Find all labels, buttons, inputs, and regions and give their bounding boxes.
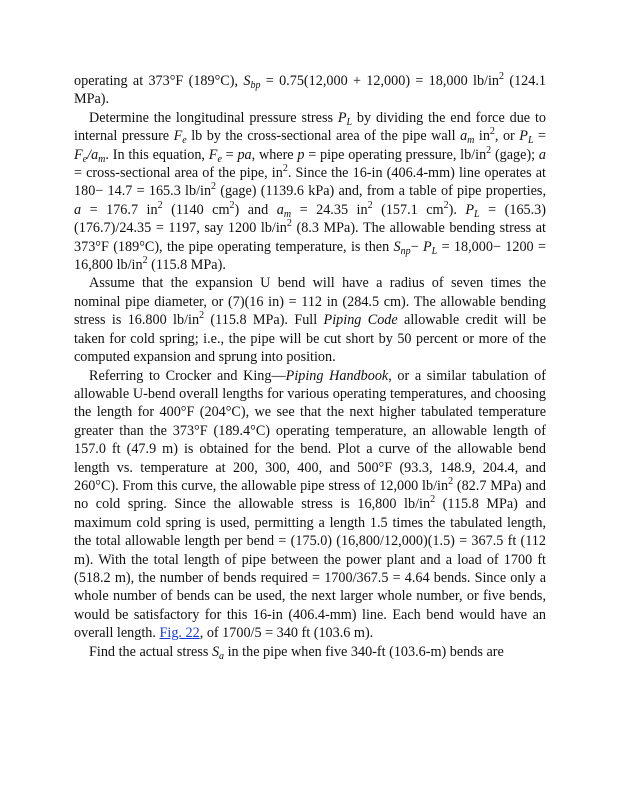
italic-text: S bbox=[243, 73, 251, 89]
superscript: 2 bbox=[282, 163, 288, 175]
subscript: bp bbox=[250, 80, 261, 91]
superscript: 2 bbox=[157, 199, 163, 211]
text-run: Assume that the expansion U bend will have a radius of seven times the nominal pipe diameter, or (7)(16 in) = 112 in (284.5 cm). The allowable bending stress is 16.800 lb/in bbox=[74, 275, 546, 329]
subscript: m bbox=[98, 153, 106, 165]
italic-text: P bbox=[465, 201, 475, 218]
text-run: = (165.3)(176.7)/24.35 = 1197, say 1200 lb/in bbox=[74, 201, 547, 237]
text-run: = pipe operating pressure, lb/in bbox=[304, 146, 487, 163]
text-run: lb by the cross-sectional area of the pipe wall bbox=[186, 128, 461, 145]
text-run: Referring to Crocker and King— bbox=[89, 367, 286, 384]
text-run: (1140 cm bbox=[162, 201, 230, 218]
superscript: 2 bbox=[142, 255, 148, 267]
superscript: 2 bbox=[430, 494, 436, 506]
text-run: ) and bbox=[234, 201, 277, 218]
superscript: 2 bbox=[499, 71, 505, 82]
text-run: . In this equation, bbox=[105, 146, 209, 163]
superscript: 2 bbox=[229, 199, 235, 211]
subscript: a bbox=[219, 650, 225, 662]
text-run: = 18,000− 1200 = 16,800 lb/in bbox=[74, 238, 546, 274]
subscript: m bbox=[467, 135, 475, 147]
text-run: = bbox=[533, 128, 546, 145]
italic-text: F bbox=[208, 146, 218, 163]
text-run: in bbox=[474, 128, 490, 145]
text-run: (8.3 MPa). The allowable bending stress at 373°F (189°C), the pipe operating temperature, is then bbox=[74, 220, 546, 255]
text-run: − bbox=[410, 238, 423, 255]
subscript: L bbox=[431, 245, 438, 257]
italic-text: pa bbox=[237, 146, 252, 163]
italic-text: p bbox=[297, 146, 305, 163]
text-run: Determine the longitudinal pressure stress bbox=[89, 109, 338, 126]
text-run: (115.8 MPa) and maximum cold spring is used, permitting a length 1.5 times the tabulated length, the total allowable length per bend = (175.0) (16,800/12,000)(1.5) = 367.5 ft (112 m). With the total length of pipe between the power plant and a load of 1700 ft (518.2 m), the number of bends required = 1700/367.5 = 4.64 bends. Since only a whole number of bends can be used, the next larger whole number, or five bends, would be satisfactory for this 16-in (406.4-mm) line. Each bend would have an overall length. bbox=[74, 496, 546, 642]
text-run: = bbox=[221, 146, 238, 163]
text-run: allowable credit will be taken for cold spring; i.e., the pipe will be cut short by 50 percent or more of the computed expansion and sprung into position. bbox=[74, 312, 546, 366]
subscript: m bbox=[283, 208, 292, 220]
superscript: 2 bbox=[367, 199, 373, 211]
paragraph bbox=[74, 109, 546, 275]
text-run: (gage); bbox=[491, 146, 539, 163]
italic-text: P bbox=[337, 109, 347, 126]
text-run: = 0.75(12,000 + 12,000) = 18,000 lb/in bbox=[260, 73, 500, 89]
text-run: (115.8 MPa). bbox=[147, 257, 226, 274]
text-run: , of 1700/5 = 340 ft (103.6 m). bbox=[199, 625, 374, 642]
text-run: = 24.35 in bbox=[291, 201, 368, 218]
superscript: 2 bbox=[286, 218, 292, 230]
subscript: e bbox=[217, 153, 222, 165]
superscript: 2 bbox=[199, 310, 205, 322]
italic-text: Piping Code bbox=[323, 312, 398, 329]
italic-text: P bbox=[422, 238, 432, 255]
text-run: (157.1 cm bbox=[372, 201, 444, 218]
text-run: . Since the 16-in (406.4-mm) line operates at 180− 14.7 = 165.3 lb/in bbox=[74, 165, 546, 200]
superscript: 2 bbox=[489, 126, 495, 138]
italic-text: F bbox=[173, 128, 183, 145]
paragraph bbox=[74, 643, 546, 661]
paragraph bbox=[74, 274, 546, 366]
text-run: (115.8 MPa). Full bbox=[204, 312, 324, 329]
subscript: L bbox=[474, 208, 480, 220]
superscript: 2 bbox=[443, 199, 449, 211]
subscript: L bbox=[527, 135, 534, 147]
paragraph bbox=[74, 72, 546, 109]
text-run: , or a similar tabulation of allowable U-bend overall lengths for various operating temperatures, and choosing the length for 400°F (204°C), we see that the next higher tabulated temperature greater than the 373°F (189.4°C) operating temperature, an allowable length of 157.0 ft (47.9 m) is obtained for the bend. Plot a curve of the allowable bend length vs. temperature at 200, 300, 400, and 500°F (93.3, 148.9, 204.4, and 260°C). From this curve, the allowable pipe stress of 12,000 lb/in bbox=[74, 367, 547, 494]
italic-text: a bbox=[74, 201, 82, 218]
text-run: in the pipe when five 340-ft (103.6-m) bends are bbox=[224, 643, 504, 660]
subscript: e bbox=[82, 153, 88, 165]
text-run: operating at 373°F (189°C), bbox=[74, 73, 244, 89]
superscript: 2 bbox=[486, 144, 492, 156]
paragraph bbox=[74, 367, 546, 643]
text-run: Find the actual stress bbox=[89, 643, 212, 660]
italic-text: /a bbox=[87, 146, 99, 163]
text-run: , or bbox=[494, 128, 520, 145]
italic-text: a bbox=[276, 201, 284, 218]
text-run: (gage) (1139.6 kPa) and, from a table of pipe properties, bbox=[216, 183, 546, 200]
italic-text: a bbox=[538, 146, 546, 163]
text-run: by dividing the end force due to internal pressure bbox=[74, 109, 546, 145]
italic-text: S bbox=[211, 643, 220, 660]
italic-text: S bbox=[393, 238, 401, 255]
subscript: e bbox=[182, 135, 187, 147]
italic-text: Piping Handbook bbox=[285, 367, 389, 384]
italic-text: F bbox=[74, 146, 83, 163]
text-run: = 176.7 in bbox=[81, 201, 158, 218]
document-page bbox=[74, 72, 546, 661]
text-run: , where bbox=[251, 146, 298, 163]
superscript: 2 bbox=[211, 181, 217, 193]
italic-text: P bbox=[519, 128, 528, 145]
text-run: (82.7 MPa) and no cold spring. Since the allowable stress is 16,800 lb/in bbox=[74, 477, 546, 513]
text-run: (124.1 MPa). bbox=[74, 73, 546, 108]
superscript: 2 bbox=[448, 475, 454, 487]
text-run: = cross-sectional area of the pipe, in bbox=[74, 165, 283, 182]
subscript: L bbox=[346, 116, 353, 128]
italic-text: a bbox=[460, 128, 468, 145]
subscript: np bbox=[400, 245, 411, 257]
text-run: ). bbox=[448, 201, 466, 218]
figure-link[interactable]: Fig. 22 bbox=[159, 625, 200, 642]
